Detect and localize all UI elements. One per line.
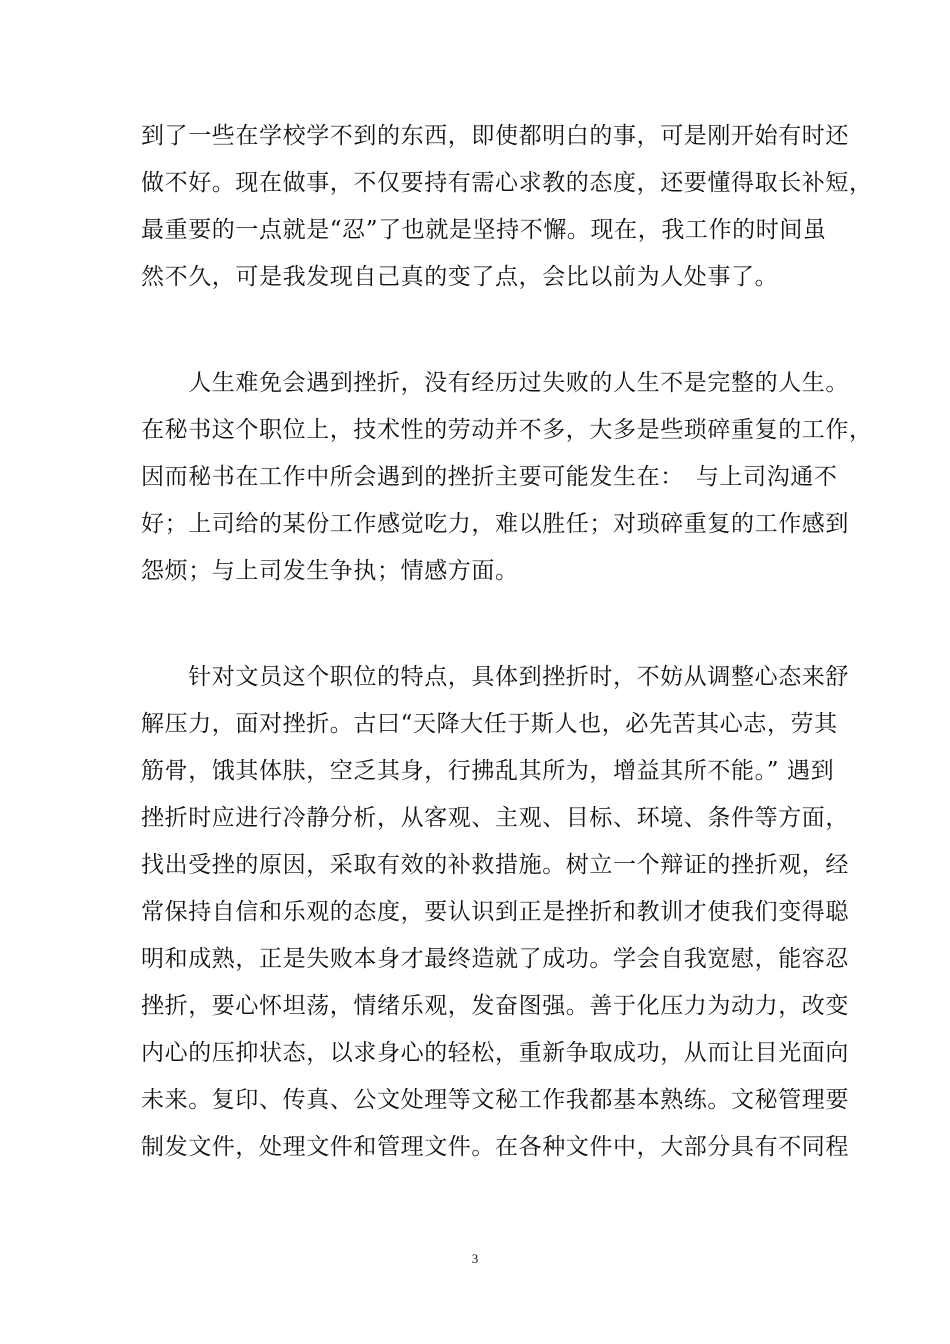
text-line: 找出受挫的原因，采取有效的补救措施。树立一个辩证的挫折观，经	[141, 852, 849, 878]
text-line: 挫折时应进行冷静分析，从客观、主观、目标、环境、条件等方面，	[141, 805, 849, 831]
text-line: 制发文件，处理文件和管理文件。在各种文件中，大部分具有不同程	[141, 1134, 849, 1160]
text-line: 内心的压抑状态，以求身心的轻松，重新争取成功，从而让目光面向	[141, 1040, 849, 1066]
text-line: 常保持自信和乐观的态度，要认识到正是挫折和教训才使我们变得聪	[141, 899, 849, 925]
text-line: 挫折，要心怀坦荡，情绪乐观，发奋图强。善于化压力为动力，改变	[141, 993, 849, 1019]
text-line: 怨烦；与上司发生争执；情感方面。	[141, 558, 519, 584]
text-line: 筋骨，饿其体肤，空乏其身，行拂乱其所为，增益其所不能。” 遇到	[141, 758, 835, 784]
text-line: 解压力，面对挫折。古曰“天降大任于斯人也，必先苦其心志，劳其	[141, 711, 838, 737]
page-number: 3	[471, 1251, 479, 1266]
text-line: 然不久，可是我发现自己真的变了点，会比以前为人处事了。	[141, 264, 779, 290]
text-line: 做不好。现在做事，不仅要持有需心求教的态度，还要懂得取长补短，	[141, 170, 873, 196]
text-line: 在秘书这个职位上，技术性的劳动并不多，大多是些琐碎重复的工作，	[141, 417, 873, 443]
text-line: 因而秘书在工作中所会遇到的挫折主要可能发生在： 与上司沟通不	[141, 464, 838, 490]
text-line: 到了一些在学校学不到的东西，即使都明白的事，可是刚开始有时还	[141, 123, 849, 149]
text-line: 明和成熟，正是失败本身才最终造就了成功。学会自我宽慰，能容忍	[141, 946, 849, 972]
text-line: 针对文员这个职位的特点，具体到挫折时，不妨从调整心态来舒	[141, 664, 849, 690]
text-line: 未来。复印、传真、公文处理等文秘工作我都基本熟练。文秘管理要	[141, 1087, 849, 1113]
text-line: 人生难免会遇到挫折，没有经历过失败的人生不是完整的人生。	[141, 370, 849, 396]
text-line: 好；上司给的某份工作感觉吃力，难以胜任；对琐碎重复的工作感到	[141, 511, 849, 537]
text-line: 最重要的一点就是“忍”了也就是坚持不懈。现在，我工作的时间虽	[141, 217, 827, 243]
